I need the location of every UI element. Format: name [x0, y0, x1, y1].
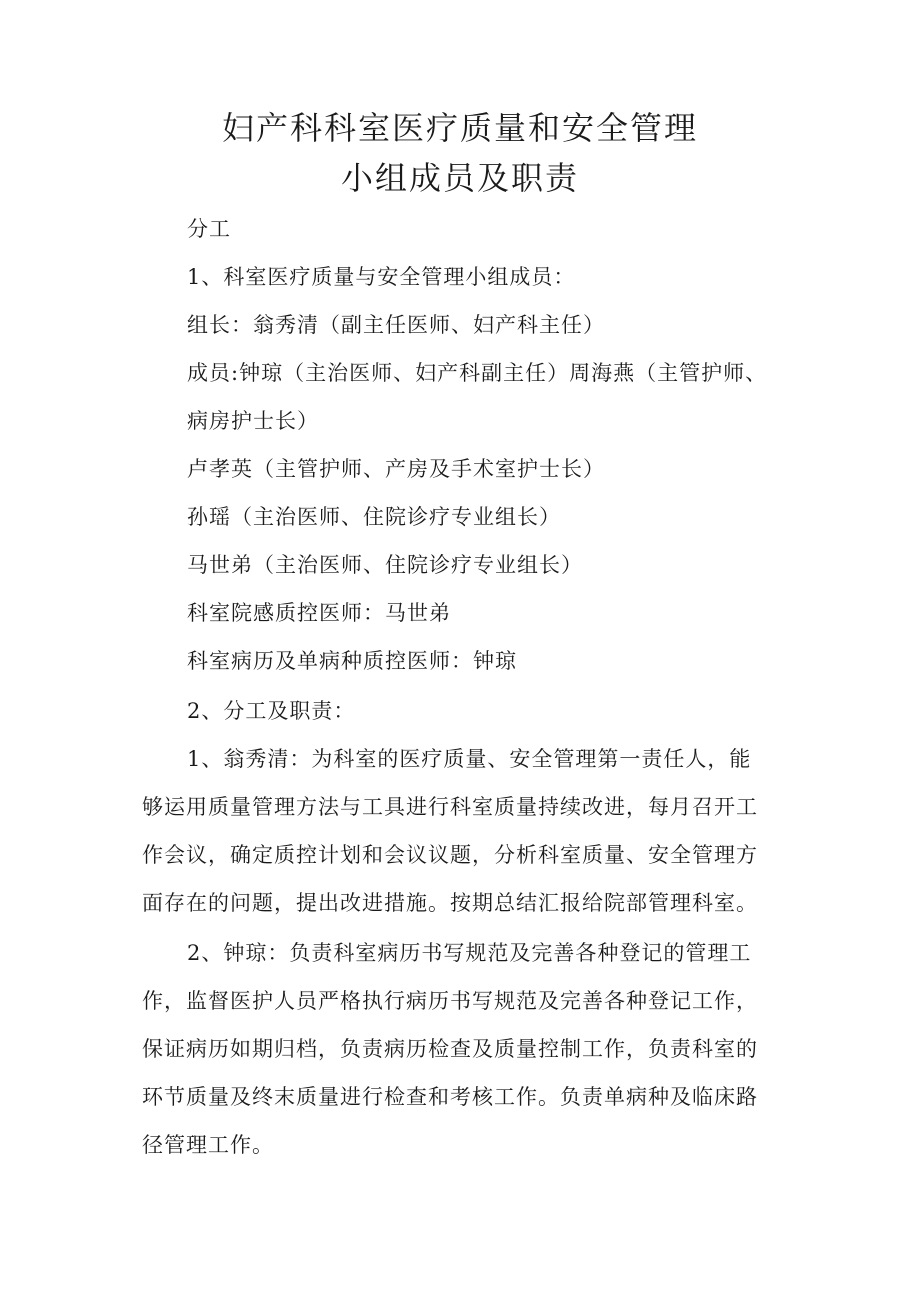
- document-title-line2: 小组成员及职责: [340, 159, 579, 197]
- duty2-line: 作，监督医护人员严格执行病历书写规范及完善各种登记工作，: [142, 989, 758, 1013]
- duty1-line: 1、翁秀清：为科室的医疗质量、安全管理第一责任人，能: [187, 747, 752, 771]
- member-lu: 卢孝英（主管护师、产房及手术室护士长）: [187, 457, 605, 481]
- duty2-line: 保证病历如期归档，负责病历检查及质量控制工作，负责科室的: [142, 1037, 758, 1061]
- duty2-line: 径管理工作。: [142, 1133, 274, 1157]
- group-members-line2: 病房护士长）: [187, 409, 319, 433]
- record-quality-doctor: 科室病历及单病种质控医师：钟琼: [187, 649, 517, 673]
- duty2-line: 环节质量及终末质量进行检查和考核工作。负责单病种及临床路: [142, 1085, 758, 1109]
- section1-heading: 1、科室医疗质量与安全管理小组成员：: [187, 265, 576, 289]
- member-ma: 马世弟（主治医师、住院诊疗专业组长）: [187, 553, 583, 577]
- group-members-line1: 成员:钟琼（主治医师、妇产科副主任）周海燕（主管护师、: [187, 361, 768, 385]
- member-sun: 孙瑶（主治医师、住院诊疗专业组长）: [187, 505, 561, 529]
- document-title-line1: 妇产科科室医疗质量和安全管理: [221, 109, 698, 147]
- duty1-line: 够运用质量管理方法与工具进行科室质量持续改进，每月召开工: [142, 795, 758, 819]
- duty1-line: 面存在的问题，提出改进措施。按期总结汇报给院部管理科室。: [142, 891, 758, 915]
- group-leader: 组长：翁秀清（副主任医师、妇产科主任）: [187, 313, 605, 337]
- infection-control-doctor: 科室院感质控医师：马世弟: [187, 601, 451, 625]
- duty2-line: 2、钟琼：负责科室病历书写规范及完善各种登记的管理工: [187, 941, 752, 965]
- label-fengong: 分工: [187, 217, 231, 241]
- duty1-line: 作会议，确定质控计划和会议议题，分析科室质量、安全管理方: [142, 843, 758, 867]
- section2-heading: 2、分工及职责：: [187, 699, 356, 723]
